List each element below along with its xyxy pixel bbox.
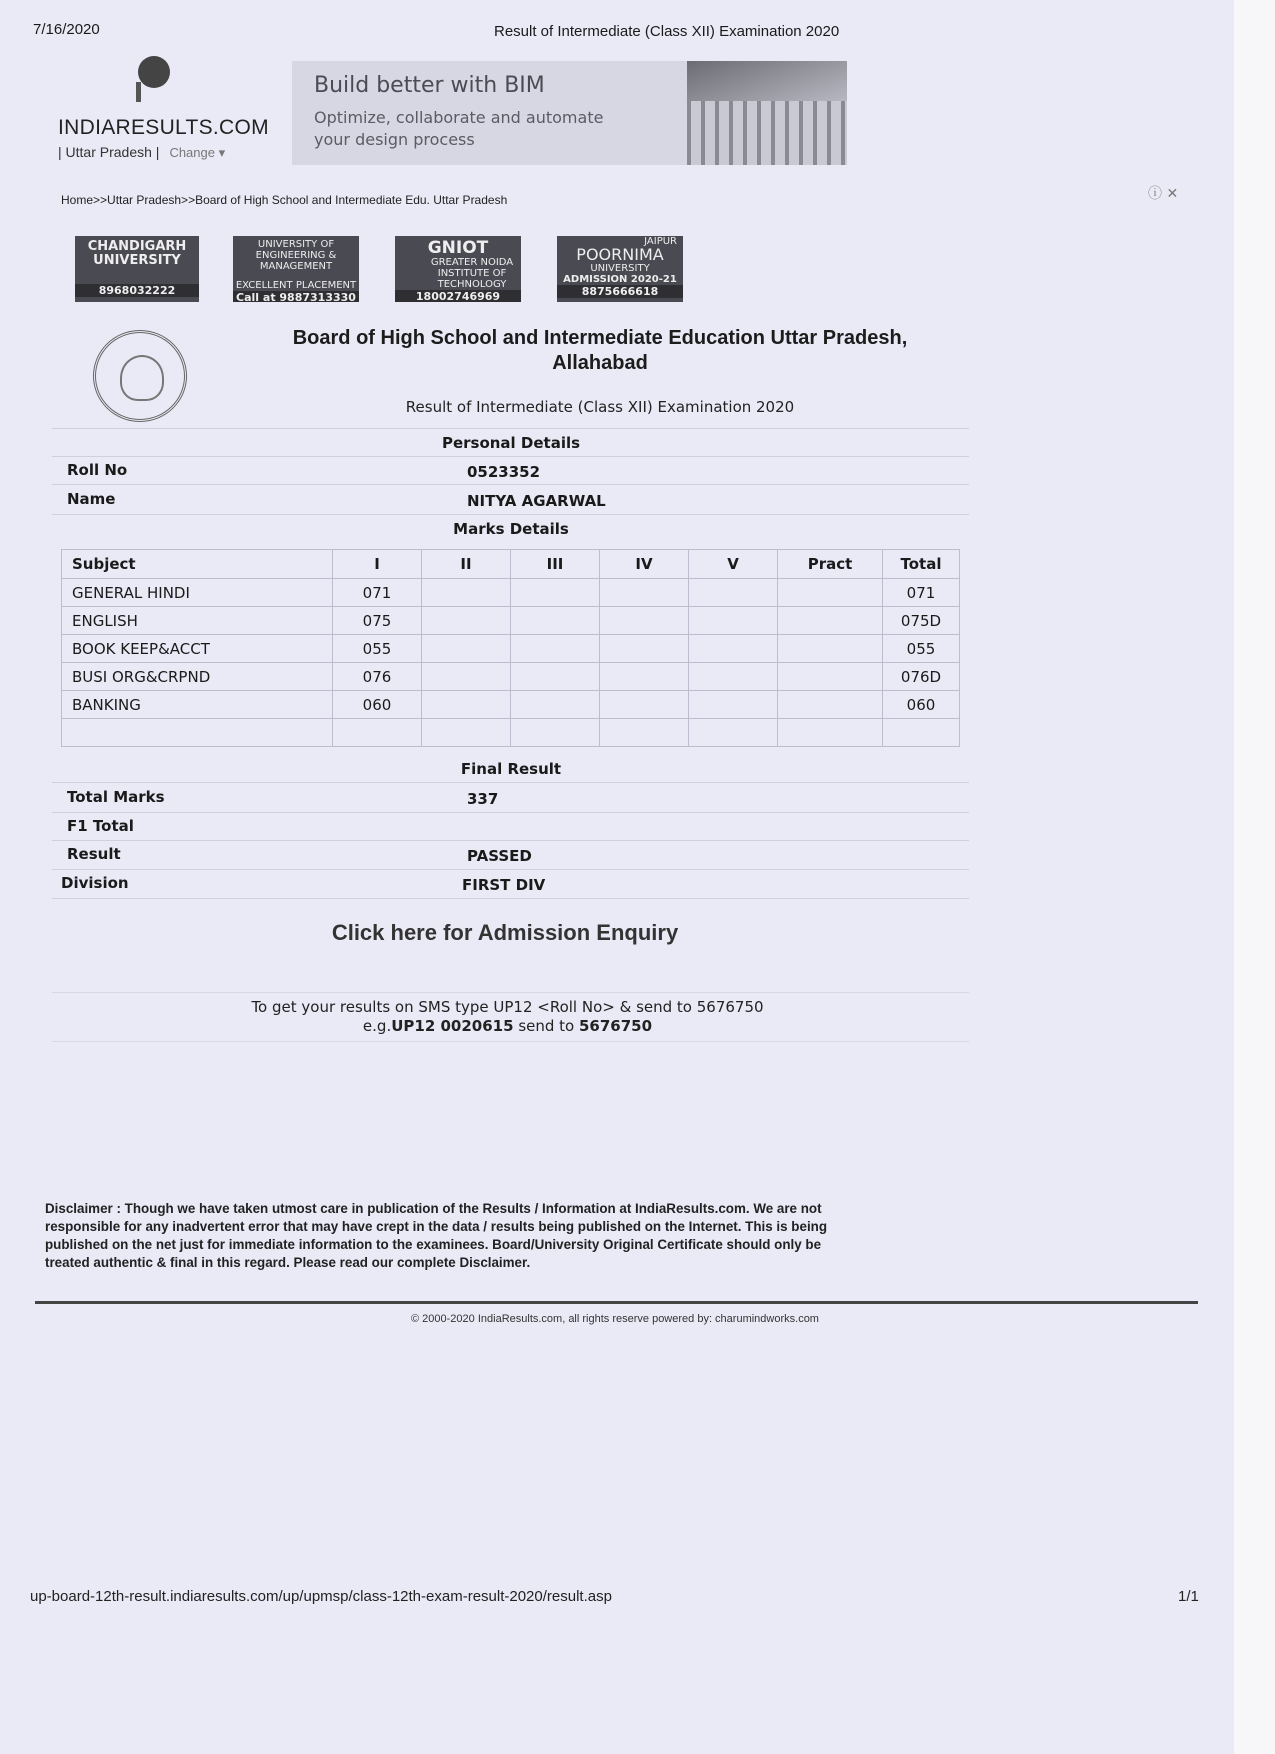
subject-cell: BOOK KEEP&ACCT (62, 635, 333, 663)
change-region-link[interactable]: Change ▾ (169, 145, 226, 160)
banner-line2: GREATER NOIDA INSTITUTE OF TECHNOLOGY (430, 257, 514, 290)
banner-tag: JAIPUR (644, 236, 677, 247)
empty-cell (778, 663, 883, 691)
disclaimer-text: Disclaimer : Though we have taken utmost care in publication of the Results / Information at IndiaResults.com. We are not responsible for any inadvertent error that may have crept in the data / results being published on the Internet. This is being published on the net just for immediate information to the examinees. Board/University Original Certificate should only be treated authentic & final in this regard. Please read our complete Disclaimer. (45, 1201, 828, 1270)
banner-line1: UNIVERSITY OF (257, 239, 335, 250)
total-marks-value: 337 (467, 790, 499, 808)
empty-cell (689, 719, 778, 747)
empty-cell (689, 663, 778, 691)
empty-cell (600, 663, 689, 691)
banner-poornima[interactable] (557, 236, 683, 302)
mark-cell: 075 (333, 607, 422, 635)
divider (52, 840, 969, 841)
empty-cell (422, 719, 511, 747)
divider (52, 782, 969, 783)
print-url: up-board-12th-result.indiaresults.com/up/upmsp/class-12th-exam-result-2020/result.asp (30, 1588, 612, 1605)
table-row (62, 607, 960, 635)
marks-table (61, 549, 960, 747)
subject-cell: BANKING (62, 691, 333, 719)
table-row (62, 635, 960, 663)
col-v: V (689, 550, 778, 579)
print-date: 7/16/2020 (33, 21, 100, 38)
banner-phone: 18002746969 (395, 290, 521, 302)
mark-cell: 060 (333, 691, 422, 719)
ad-banner[interactable] (292, 61, 847, 165)
sms-send-to: send to (513, 1017, 579, 1035)
total-cell: 071 (883, 579, 960, 607)
banner-uem[interactable] (233, 236, 359, 302)
result-label: Result (67, 845, 121, 863)
sms-code: UP12 0020615 (391, 1017, 514, 1035)
board-title: Board of High School and Intermediate Education Uttar Pradesh, Allahabad (292, 327, 908, 374)
division-label: Division (61, 874, 129, 892)
board-seal-icon (93, 330, 187, 422)
footer-rule (35, 1301, 1198, 1304)
table-row (62, 691, 960, 719)
sms-number: 5676750 (579, 1017, 653, 1035)
divider (52, 514, 969, 515)
name-label: Name (67, 490, 116, 508)
divider (52, 456, 969, 457)
empty-cell (333, 719, 422, 747)
subject-cell: BUSI ORG&CRPND (62, 663, 333, 691)
empty-cell (62, 719, 333, 747)
banner-line1: GNIOT (427, 238, 489, 258)
empty-cell (689, 691, 778, 719)
empty-cell (511, 579, 600, 607)
total-cell: 075D (883, 607, 960, 635)
sms-eg: e.g. (362, 1017, 392, 1035)
logo-mark-icon (138, 56, 170, 88)
sms-line2 (200, 1017, 815, 1036)
empty-cell (600, 635, 689, 663)
empty-cell (689, 607, 778, 635)
personal-details-heading: Personal Details (441, 434, 581, 452)
empty-cell (689, 635, 778, 663)
breadcrumb[interactable]: Home>>Uttar Pradesh>>Board of High School and Intermediate Edu. Uttar Pradesh (61, 193, 508, 207)
divider (52, 812, 969, 813)
table-row (62, 719, 960, 747)
empty-cell (778, 691, 883, 719)
divider (52, 869, 969, 870)
col-total: Total (883, 550, 960, 579)
sms-line1: To get your results on SMS type UP12 <Roll No> & send to 5676750 (251, 998, 764, 1016)
banner-phone: Call at 9887313330 (233, 291, 359, 302)
mark-cell: 055 (333, 635, 422, 663)
empty-cell (883, 719, 960, 747)
ad-title: Build better with BIM (314, 73, 545, 98)
mark-cell: 071 (333, 579, 422, 607)
empty-cell (511, 663, 600, 691)
banner-line1: CHANDIGARH (87, 239, 187, 254)
ad-subtitle: Optimize, collaborate and automate your design process (314, 108, 604, 149)
ad-close-icon[interactable]: ⓘ ✕ (1148, 186, 1179, 202)
roll-no-value: 0523352 (467, 463, 541, 481)
total-cell: 055 (883, 635, 960, 663)
empty-cell (511, 635, 600, 663)
empty-cell (422, 663, 511, 691)
logo-stem (136, 82, 141, 102)
col-ii: II (422, 550, 511, 579)
empty-cell (600, 691, 689, 719)
banner-extra: EXCELLENT PLACEMENT (235, 280, 357, 291)
table-row (62, 579, 960, 607)
empty-cell (689, 579, 778, 607)
site-brand: INDIARESULTS.COM (58, 116, 269, 139)
banner-phone: 8968032222 (75, 284, 199, 297)
f1-total-label: F1 Total (67, 817, 134, 835)
mark-cell: 076 (333, 663, 422, 691)
total-cell: 060 (883, 691, 960, 719)
empty-cell (778, 579, 883, 607)
sms-info (200, 998, 815, 1036)
subject-cell: GENERAL HINDI (62, 579, 333, 607)
scan-edge (1234, 0, 1275, 1754)
region-selector[interactable] (58, 144, 225, 161)
empty-cell (422, 579, 511, 607)
empty-cell (422, 607, 511, 635)
table-row (62, 663, 960, 691)
empty-cell (600, 719, 689, 747)
print-title: Result of Intermediate (Class XII) Examination 2020 (494, 23, 840, 40)
result-value: PASSED (467, 847, 532, 865)
table-header-row (62, 550, 960, 579)
site-logo[interactable] (58, 54, 269, 164)
seal-emblem (120, 355, 164, 401)
subject-cell: ENGLISH (62, 607, 333, 635)
copyright-text: © 2000-2020 IndiaResults.com, all rights reserve powered by: charumindworks.com (411, 1313, 819, 1325)
banner-line2: UNIVERSITY (93, 253, 181, 268)
divider (52, 898, 969, 899)
roll-no-label: Roll No (67, 461, 128, 479)
empty-cell (511, 691, 600, 719)
empty-cell (778, 719, 883, 747)
exam-title: Result of Intermediate (Class XII) Examination 2020 (405, 398, 795, 416)
empty-cell (422, 635, 511, 663)
banner-line1: POORNIMA (576, 245, 664, 264)
empty-cell (600, 607, 689, 635)
ad-building-roof (687, 61, 847, 101)
final-result-heading: Final Result (460, 760, 562, 778)
total-cell: 076D (883, 663, 960, 691)
total-marks-label: Total Marks (67, 788, 165, 806)
print-page-number: 1/1 (1178, 1588, 1199, 1605)
banner-chandigarh-university[interactable] (75, 236, 199, 302)
divider (52, 428, 969, 429)
admission-enquiry-link[interactable]: Click here for Admission Enquiry (331, 920, 679, 945)
banner-extra: ADMISSION 2020-21 (563, 274, 677, 285)
divider (52, 484, 969, 485)
empty-cell (511, 719, 600, 747)
col-pract: Pract (778, 550, 883, 579)
division-value: FIRST DIV (462, 876, 546, 894)
banner-line2: ENGINEERING & MANAGEMENT (255, 250, 337, 272)
col-i: I (333, 550, 422, 579)
banner-line2: UNIVERSITY (590, 263, 650, 274)
name-value: NITYA AGARWAL (467, 492, 606, 510)
empty-cell (600, 579, 689, 607)
col-subject: Subject (62, 550, 333, 579)
col-iii: III (511, 550, 600, 579)
banner-gniot[interactable] (395, 236, 521, 302)
empty-cell (778, 607, 883, 635)
marks-details-heading: Marks Details (453, 520, 569, 538)
empty-cell (422, 691, 511, 719)
region-label: | Uttar Pradesh | (58, 144, 160, 160)
empty-cell (511, 607, 600, 635)
banner-phone: 8875666618 (557, 285, 683, 298)
col-iv: IV (600, 550, 689, 579)
empty-cell (778, 635, 883, 663)
